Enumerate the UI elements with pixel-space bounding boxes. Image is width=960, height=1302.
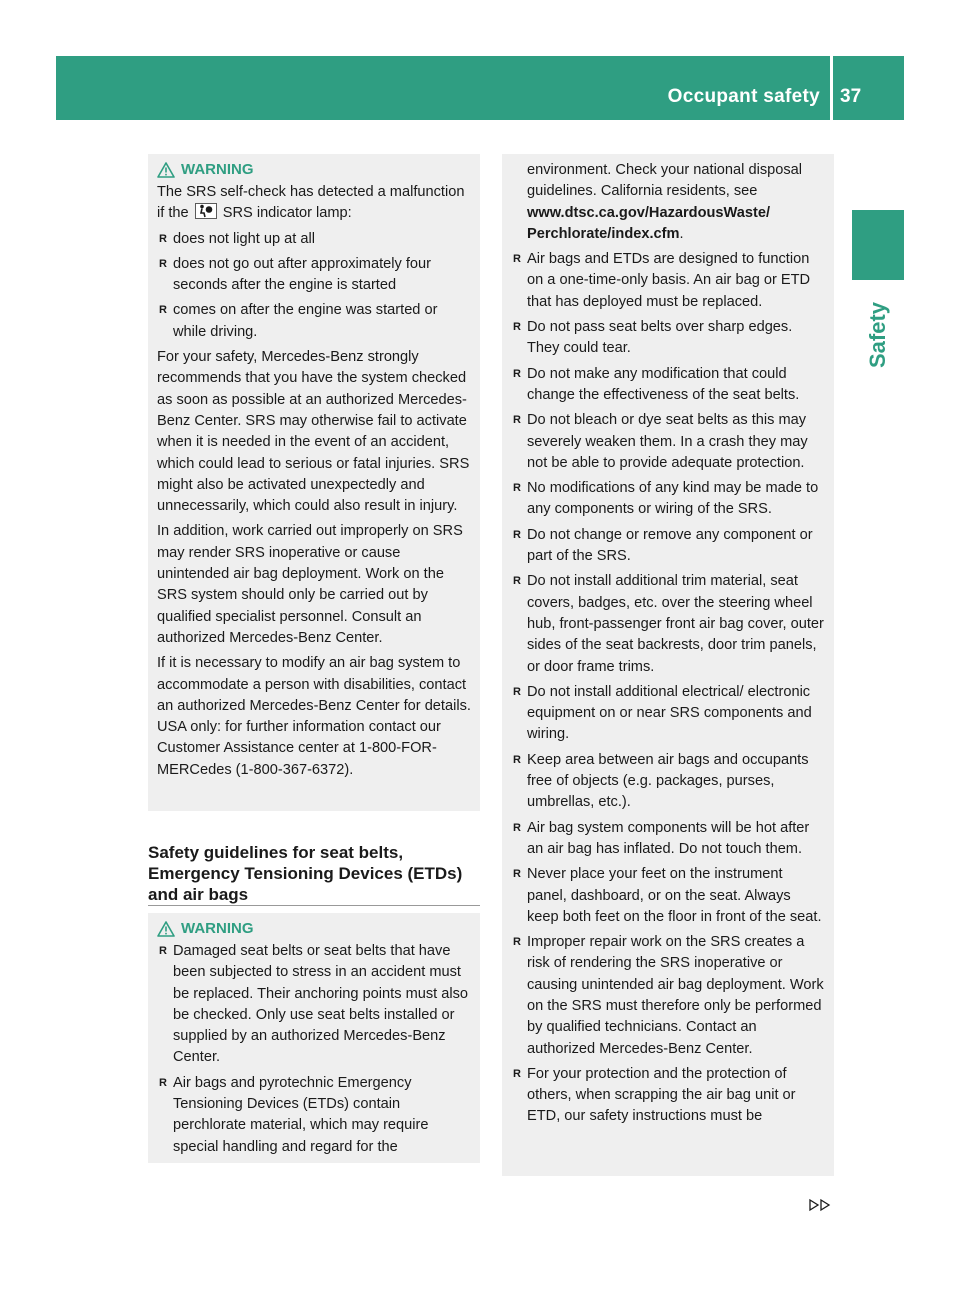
- warning-intro: The SRS self-check has detected a malfunction if the SRS indicator lamp:: [157, 184, 465, 222]
- list-item: R No modifications of any kind may be made to any components or wiring of the SRS.: [513, 480, 819, 518]
- list-item: R Do not make any modification that could change the effectiveness of the seat belts.: [513, 365, 800, 403]
- list-item: R does not light up at all: [159, 230, 315, 247]
- list-item: R Do not change or remove any component or part of the SRS.: [513, 526, 813, 565]
- section-divider: [148, 905, 480, 906]
- warning-heading: [157, 160, 472, 179]
- list-item: R Damaged seat belts or seat belts that have been subjected to stress in an accident must be replaced. Their anchoring points must also be checked. Only use seat belts installed or supplied by an authorized Mercedes-Benz Center.: [159, 943, 469, 1066]
- warning-list: [157, 941, 472, 1158]
- warning-heading: [157, 919, 472, 938]
- header-divider: [830, 56, 833, 120]
- warning-box-srs-selfcheck: [148, 154, 480, 811]
- list-item: R Keep area between air bags and occupants free of objects (e.g. packages, purses, umbrellas, etc.).: [513, 751, 809, 811]
- continue-arrows-icon: [808, 1198, 834, 1212]
- dtsc-link[interactable]: www.dtsc.ca.gov/HazardousWaste/ Perchlorate/index.cfm: [527, 204, 771, 242]
- list-item: R Do not install additional trim material, seat covers, badges, etc. over the steering wheel hub, front-passenger front air bag cover, outer sides of the seat backrests, door trim panels, or door frame trims.: [513, 573, 824, 675]
- section-tab-label: [852, 285, 904, 395]
- list-item: R Improper repair work on the SRS creates a risk of rendering the SRS inoperative or causing unintended air bag deployment. Work on the SRS must therefore only be performed by qualified technicians. Contact an authorized Mercedes-Benz Center.: [513, 934, 824, 1057]
- section-tab-text: Safety: [865, 301, 890, 369]
- paragraph: If it is necessary to modify an air bag system to accommodate a person with disabilities, contact an authorized Mercedes-Benz Center for details. USA only: for further information contact our Customer Assistance center at 1-800-FOR-MERCedes (1-800-367-6372).: [157, 655, 471, 778]
- continued-paragraph: environment. Check your national disposal guidelines. California residents, see www.dtsc.ca.gov/HazardousWaste/ Perchlorate/index.cfm.: [527, 162, 803, 242]
- warning-triangle-icon: [157, 921, 175, 937]
- srs-airbag-icon: [195, 203, 217, 219]
- list-item: R Never place your feet on the instrument panel, dashboard, or on the seat. Always keep both feet on the floor in front of the seat.: [513, 866, 822, 925]
- list-item: R Do not pass seat belts over sharp edges. They could tear.: [513, 319, 793, 357]
- chapter-title: Occupant safety: [667, 86, 820, 107]
- warning-box-seat-belts: [148, 913, 480, 1163]
- list-item: R For your protection and the protection of others, when scrapping the air bag unit or ETD, our safety instructions must be: [513, 1065, 796, 1125]
- warning-label: WARNING: [181, 161, 254, 178]
- list-item: R Air bags and ETDs are designed to function on a one-time-only basis. An air bag or ETD that has deployed must be replaced.: [513, 251, 811, 310]
- section-heading: Safety guidelines for seat belts, Emergency Tensioning Devices (ETDs) and air bags: [148, 843, 463, 904]
- list-item: R Do not bleach or dye seat belts as this may severely weaken them. In a crash they may not be able to provide adequate protection.: [513, 412, 808, 471]
- list-item: R comes on after the engine was started or while driving.: [159, 302, 438, 340]
- section-tab-marker: [852, 210, 904, 280]
- paragraph: For your safety, Mercedes-Benz strongly recommends that you have the system checked as soon as possible at an authorized Mercedes-Benz Center. SRS may otherwise fail to activate when it is needed in the event of an accident, which could lead to serious or fatal injuries. SRS might also be activated unexpectedly and unnecessarily, which could also result in injury.: [157, 349, 470, 515]
- paragraph: In addition, work carried out improperly on SRS may render SRS inoperative or cause unintended air bag deployment. Work on the SRS system should only be carried out by qualified specialist personnel. Consult an authorized Mercedes-Benz Center.: [157, 523, 463, 646]
- warning-box-continued: [502, 154, 834, 1176]
- list-item: R Air bag system components will be hot after an air bag has inflated. Do not touch them.: [513, 819, 810, 857]
- warning-triangle-icon: [157, 162, 175, 178]
- safety-list: [511, 249, 826, 1128]
- warning-label: WARNING: [181, 920, 254, 937]
- list-item: R Air bags and pyrotechnic Emergency Tensioning Devices (ETDs) contain perchlorate material, which may require special handling and regard for the: [159, 1074, 429, 1155]
- page-number: 37: [840, 86, 862, 107]
- list-item: R Do not install additional electrical/ electronic equipment on or near SRS components and wiring.: [513, 683, 812, 743]
- list-item: R does not go out after approximately four seconds after the engine is started: [159, 255, 431, 294]
- malfunction-list: [157, 229, 472, 343]
